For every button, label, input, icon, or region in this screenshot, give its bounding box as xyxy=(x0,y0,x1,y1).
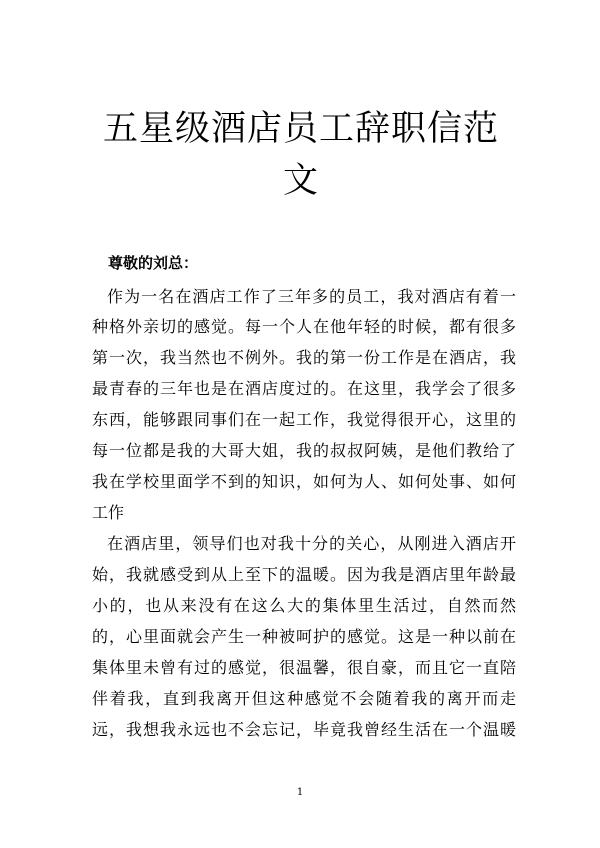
paragraph-2-line-3: 小的，也从来没有在这么大的集体里生活过，自然而然 xyxy=(92,596,516,615)
title-line-2: 文 xyxy=(282,161,319,201)
paragraph-1-line-2: 种格外亲切的感觉。每一个人在他年轻的时候，都有很多 xyxy=(92,317,516,336)
paragraph-1-line-8: 工作 xyxy=(92,503,125,522)
paragraph-1-line-3: 第一次，我当然也不例外。我的第一份工作是在酒店，我 xyxy=(92,348,516,367)
paragraph-2-line-7: 远，我想我永远也不会忘记，毕竟我曾经生活在一个温暖 xyxy=(92,720,516,739)
paragraph-1-line-6: 每一位都是我的大哥大姐，我的叔叔阿姨，是他们教给了 xyxy=(92,441,516,460)
paragraph-2-line-5: 集体里未曾有过的感觉，很温馨，很自豪，而且它一直陪 xyxy=(92,658,516,677)
paragraph-1-line-5: 东西，能够跟同事们在一起工作，我觉得很开心，这里的 xyxy=(92,410,516,429)
title-line-1: 五星级酒店员工辞职信范 xyxy=(102,109,499,149)
paragraph-1-line-7: 我在学校里面学不到的知识，如何为人、如何处事、如何 xyxy=(92,472,516,491)
paragraph-2-line-6: 伴着我，直到我离开但这种感觉不会随着我的离开而走 xyxy=(92,689,516,708)
document-title xyxy=(92,103,510,207)
paragraph-2-line-1: 在酒店里，领导们也对我十分的关心，从刚进入酒店开 xyxy=(107,534,516,553)
salutation: 尊敬的刘总： xyxy=(108,254,199,272)
paragraph-1-line-1: 作为一名在酒店工作了三年多的员工，我对酒店有着一 xyxy=(107,287,516,306)
paragraph-2-line-2: 始，我就感受到从上至下的温暖。因为我是酒店里年龄最 xyxy=(92,565,516,584)
paragraph-2-line-4: 的，心里面就会产生一种被呵护的感觉。这是一种以前在 xyxy=(92,627,516,646)
page-number: 1 xyxy=(296,787,304,798)
paragraph-1-line-4: 最青春的三年也是在酒店度过的。在这里，我学会了很多 xyxy=(92,379,516,398)
